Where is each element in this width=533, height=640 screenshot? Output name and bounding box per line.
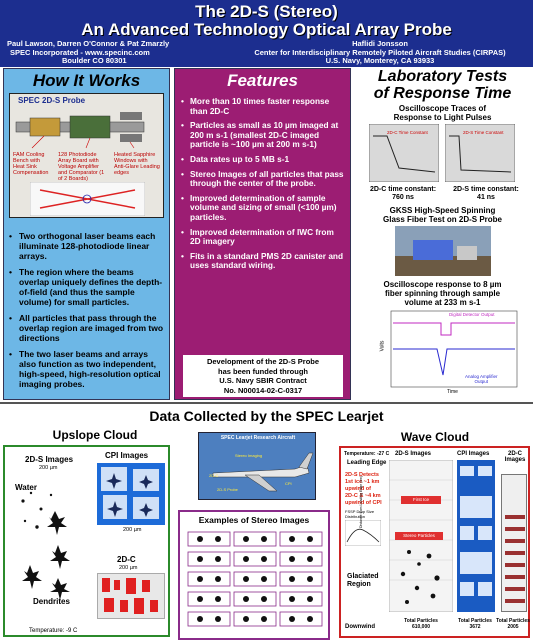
- trace-label-2dc: 2D-C Time Constant: [387, 130, 428, 135]
- detects-line-5: upwind of CPI: [345, 500, 382, 506]
- upslope-cpi-scale: 200 µm: [123, 527, 142, 533]
- upslope-cpi-images: [97, 463, 165, 525]
- left-author-names: Paul Lawson, Darren O'Connor & Pat Zmarzly: [7, 39, 170, 48]
- right-authors: [235, 40, 525, 66]
- total-2dc: [495, 618, 531, 630]
- funding-line-1: Development of the 2D-S Probe: [206, 357, 320, 366]
- stereo-image-grid: [186, 530, 324, 636]
- feature-bullet: • Improved determination of sample volume and sizing of small (<100 µm) particles.: [181, 192, 337, 222]
- gkss-photo: [395, 226, 491, 276]
- upslope-2ds-images: [11, 473, 95, 613]
- features-panel: [174, 68, 351, 400]
- lab-title-line-2: of Response Time: [373, 85, 512, 102]
- gkss-line-2: Glass Fiber Test on 2D-S Probe: [383, 215, 502, 224]
- aircraft-note-2: Stereo Imaging: [235, 453, 263, 458]
- leading-edge-label: Leading Edge: [347, 460, 387, 466]
- total-2ds: [391, 618, 451, 630]
- aircraft-note-1: 2D-C: [209, 473, 219, 478]
- upslope-panel: [3, 445, 170, 637]
- tc-right-line-1: 2D-S time constant:: [453, 186, 519, 193]
- cpi-crystals: [97, 463, 165, 525]
- detects-line-1: 2D-S Detects: [345, 472, 379, 478]
- stereo-examples-panel: [178, 510, 330, 640]
- fssp-label: FSSP Drop Size Distribution: [345, 509, 375, 519]
- osc-caption-line-2: Response to Light Pulses: [393, 113, 492, 122]
- wave-title: Wave Cloud: [400, 430, 470, 444]
- feature-bullet: • Improved determination of IWC from 2D imagery: [181, 226, 334, 247]
- fiber-scope-plot: [381, 309, 519, 397]
- total-cpi: [453, 618, 497, 630]
- lab-tests-panel: [355, 68, 530, 400]
- right-org: Center for Interdisciplinary Remotely Piloted Aircraft Studies (CIRPAS): [254, 47, 506, 57]
- how-bullet: • The two laser beams and arrays also function as two independent, high-speed, high-resolution optical imaging probes.: [9, 349, 161, 389]
- feature-bullet: • Data rates up to 5 MB s-1: [181, 153, 290, 164]
- data-section-title: Data Collected by the SPEC Learjet: [149, 408, 384, 424]
- tc-right: [443, 186, 529, 202]
- feature-bullet: • More than 10 times faster response than 2D-C: [181, 96, 330, 116]
- analog-label-line-1: Analog Amplifier: [465, 374, 498, 379]
- wave-cpi-col: CPI Images: [457, 451, 490, 457]
- osc-caption: [355, 104, 530, 122]
- total-cpi-label: Total Particles: [458, 618, 492, 624]
- upslope-2dc-label: 2D-C: [117, 555, 136, 564]
- glaciated-label: [347, 573, 379, 589]
- total-2ds-value: 610,000: [411, 624, 431, 630]
- tc-left-line-1: 2D-C time constant:: [369, 186, 437, 193]
- total-2dc-label: Total Particles: [496, 618, 530, 624]
- wave-cpi-strip: [457, 460, 495, 612]
- upslope-temperature: Temperature: -9 C: [29, 628, 78, 634]
- aircraft-title: SPEC Learjet Research Aircraft: [220, 435, 296, 441]
- glaciated-line-2: Region: [347, 581, 371, 588]
- upslope-2ds-label: 2D-S Images: [25, 455, 74, 464]
- upslope-cpi-label: CPI Images: [105, 451, 149, 460]
- wave-panel: [339, 446, 530, 638]
- poster-header: [0, 0, 533, 67]
- aircraft-photo: [198, 432, 316, 500]
- wave-temperature: Temperature: -27 C: [344, 451, 390, 457]
- features-bullets: [181, 97, 346, 271]
- probe-drawing: [10, 106, 163, 152]
- analog-label: [465, 374, 498, 384]
- upslope-2dc-scale: 200 µm: [119, 565, 138, 571]
- poster-title: The 2D-S (Stereo): [195, 2, 338, 21]
- total-2dc-value: 2005: [507, 624, 519, 630]
- left-authors: [7, 40, 169, 66]
- detects-line-4: 2D-C & ~4 km: [345, 493, 381, 499]
- probe-note-3: Heated Sapphire Windows with Anti-Glare Leading edges: [114, 152, 160, 176]
- lab-title: [355, 68, 530, 102]
- detects-note: [345, 472, 382, 507]
- first-ice-tag: First Ice: [401, 496, 441, 504]
- fiber-line-1: Oscilloscope response to 8 µm: [383, 280, 502, 289]
- how-it-works-panel: [3, 68, 170, 400]
- left-org: SPEC Incorporated - www.specinc.com: [10, 47, 150, 57]
- trace-label-2ds: 2D-S Time Constant: [463, 130, 504, 135]
- how-bullets: [9, 231, 166, 389]
- wave-cpi-crystals: [457, 460, 495, 612]
- analog-label-line-2: Output: [474, 379, 489, 384]
- feature-bullet: • Particles as small as 10 µm imaged at 200 m s-1 (smallest 2D-C imaged particle is ~100 µm at 200 m s-1): [181, 120, 339, 150]
- funding-line-2: has been funded through: [218, 366, 308, 376]
- feature-bullet: • Stereo Images of all particles that pass through the center of the probe.: [181, 168, 344, 189]
- section-divider: [0, 402, 533, 404]
- fiber-xlabel: Time: [447, 389, 458, 395]
- right-author-name: Haflidi Jonsson: [352, 39, 408, 48]
- downwind-label: Downwind: [345, 624, 375, 630]
- fssp-distribution: [345, 520, 381, 546]
- aircraft-note-3: 2D-S Probe: [217, 487, 238, 492]
- how-bullet: • The region where the beams overlap uniquely defines the depth-of-field (and thus the sample volume) for small particles.: [9, 267, 163, 307]
- aircraft-note-4: CPI: [285, 481, 292, 486]
- wave-2dc-col: 2D-C Images: [504, 451, 526, 463]
- lab-title-line-1: Laboratory Tests: [377, 68, 508, 85]
- beam-diagram: [30, 182, 145, 216]
- total-cpi-value: 3672: [469, 624, 481, 630]
- funding-box: [183, 355, 343, 397]
- stereo-particles-tag: Stereo Particles: [395, 532, 443, 540]
- how-bullet: • Two orthogonal laser beams each illuminate 128-photodiode linear arrays.: [9, 231, 156, 261]
- fiber-line-2: fiber spinning through sample: [384, 289, 501, 298]
- left-location: Boulder CO 80301: [62, 56, 127, 65]
- detects-line-3: upwind of: [345, 486, 371, 492]
- stereo-title: Examples of Stereo Images: [198, 515, 310, 525]
- water-label: Water: [15, 483, 37, 492]
- glaciated-line-1: Glaciated: [347, 573, 379, 580]
- total-2ds-label: Total Particles: [404, 618, 438, 624]
- right-location: U.S. Navy, Monterey, CA 93933: [325, 56, 435, 65]
- wave-2dc-bars: [502, 475, 528, 613]
- features-title: Features: [227, 71, 298, 90]
- fiber-line-3: volume at 233 m s-1: [404, 298, 481, 307]
- gkss-caption: [355, 206, 530, 224]
- funding-line-4: No. N00014-02-C-0317: [223, 385, 303, 395]
- probe-note-2: 128 Photodiode Array Board with Voltage Amplifier and Comparator (1 of 2 Boards): [58, 152, 105, 182]
- how-title: How It Works: [32, 71, 141, 90]
- wave-axis-label: Distance from Leading Edge (km): [359, 475, 363, 528]
- 2dc-blobs: [98, 574, 164, 618]
- tc-left: [363, 186, 443, 202]
- funding-line-3: U.S. Navy SBIR Contract: [219, 376, 307, 385]
- poster-subtitle: An Advanced Technology Optical Array Probe: [81, 20, 452, 39]
- digital-label: Digital Detector Output: [449, 312, 495, 317]
- gkss-line-1: GKSS High-Speed Spinning: [389, 206, 496, 215]
- upslope-2ds-scale: 200 µm: [39, 465, 58, 471]
- probe-photo: [9, 93, 164, 218]
- osc-caption-line-1: Oscilloscope Traces of: [398, 104, 487, 113]
- fiber-caption: [355, 280, 530, 307]
- probe-note-1: FAM Cooling Bench with Heat Sink Compensation: [13, 152, 49, 176]
- wave-2ds-col: 2D-S Images: [395, 451, 432, 457]
- detects-line-2: 1st ice ~1 km: [345, 479, 380, 485]
- tc-left-value: 760 ns: [392, 194, 414, 201]
- dendrites-label: Dendrites: [33, 597, 70, 606]
- upslope-2dc-images: [97, 573, 165, 619]
- tc-right-value: 41 ns: [477, 194, 495, 201]
- upslope-title: Upslope Cloud: [52, 428, 138, 442]
- how-bullet: • All particles that pass through the overlap region are imaged from two directions: [9, 313, 164, 343]
- fiber-ylabel: Volts: [379, 340, 386, 352]
- wave-2dc-strip: [501, 474, 527, 612]
- feature-bullet: • Fits in a standard PMS 2D canister and uses standard wiring.: [181, 250, 344, 271]
- probe-photo-label: SPEC 2D-S Probe: [18, 96, 86, 105]
